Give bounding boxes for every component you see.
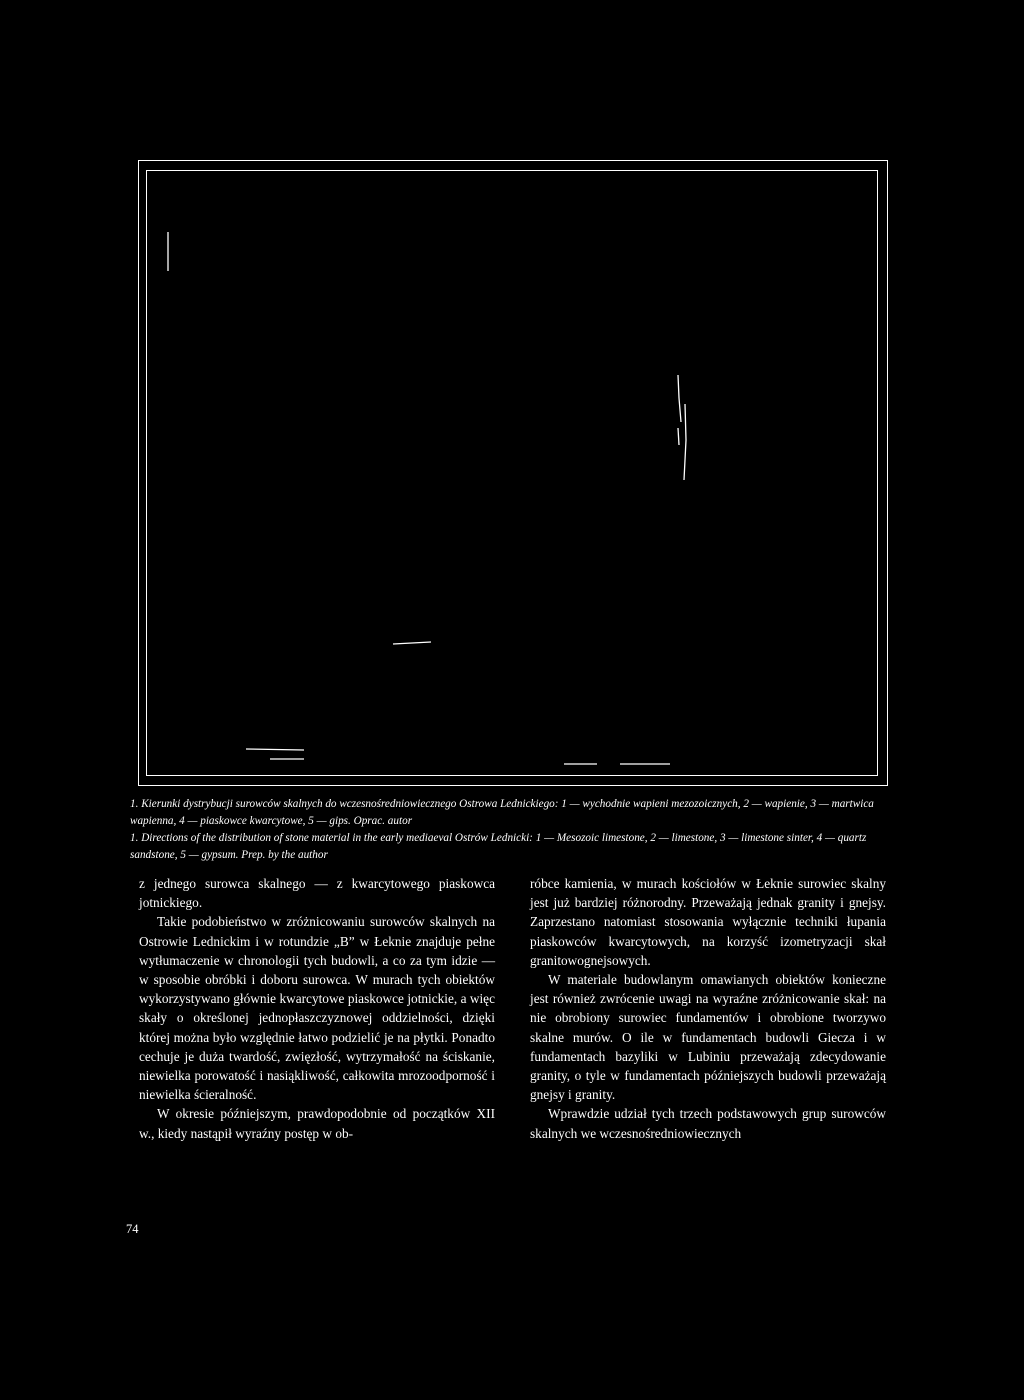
- map-stroke: [678, 428, 679, 445]
- paragraph: W okresie późniejszym, prawdopodobnie od początków XII w., kiedy nastąpił wyraźny postęp w ob-: [139, 1106, 495, 1141]
- paragraph: Takie podobieństwo w zróżnicowaniu surowców skalnych na Ostrowie Lednickim i w rotundzie „B” w Łeknie znajduje pełne wytłumaczenie w chronologii tych budowli, a co za tym idzie — w sposobie obróbki i doboru surowca. W murach tych obiektów wykorzystywano głównie kwarcytowe piaskowce jotnickie, a więc skały o określonej jednopłaszczyznowej oddzielności, dzięki której można było względnie łatwo podzielić je na płytki. Ponadto cechuje je duża twardość, zwięzłość, wytrzymałość na ściskanie, niewielka porowatość i nasiąkliwość, całkowita mrozoodporność i niewielka ścieralność.: [139, 914, 495, 1103]
- map-stroke: [684, 404, 686, 480]
- paragraph: róbce kamienia, w murach kościołów w Łeknie surowiec skalny jest już bardziej różnorodny. Przeważają jednak granity i gnejsy. Zaprzestano natomiast stosowania wyłącznie techniki łupania piaskowców kwarcytowych, na korzyść izometryzacji skał granitowognejsowych.: [530, 876, 886, 968]
- right-column: [530, 874, 886, 1143]
- paragraph: z jednego surowca skalnego — z kwarcytowego piaskowca jotnickiego.: [139, 876, 495, 911]
- map-stroke: [246, 749, 304, 750]
- figure-caption-english: 1. Directions of the distribution of stone material in the early mediaeval Ostrów Lednicki: 1 — Mesozoic limestone, 2 — limestone, 3 — limestone sinter, 4 — quartz sandstone, 5 — gypsum. Prep. by the author: [130, 832, 867, 861]
- map-stroke: [678, 375, 681, 422]
- figure-caption-polish: 1. Kierunki dystrybucji surowców skalnych do wczesnośredniowiecznego Ostrowa Lednickiego: 1 — wychodnie wapieni mezozoicznych, 2 — wapienie, 3 — martwica wapienna, 4 — piaskowce kwarcytowe, 5 — gips. Oprac. autor: [130, 798, 874, 827]
- paragraph: Wprawdzie udział tych trzech podstawowych grup surowców skalnych we wczesnośredniowiecznych: [530, 1106, 886, 1141]
- paragraph: W materiale budowlanym omawianych obiektów konieczne jest również zwrócenie uwagi na wyraźne zróżnicowanie skał: na nie obrobiony surowiec fundamentów i obrobione tworzywo skalne murów. O ile w fundamentach budowli Giecza i w fundamentach bazyliki w Lubiniu przeważają zdecydowanie granity, o tyle w fundamentach późniejszych budowli przeważają gnejsy i granity.: [530, 972, 886, 1103]
- page-number: 74: [126, 1222, 139, 1236]
- map-stroke: [393, 642, 431, 644]
- left-column: [139, 874, 495, 1143]
